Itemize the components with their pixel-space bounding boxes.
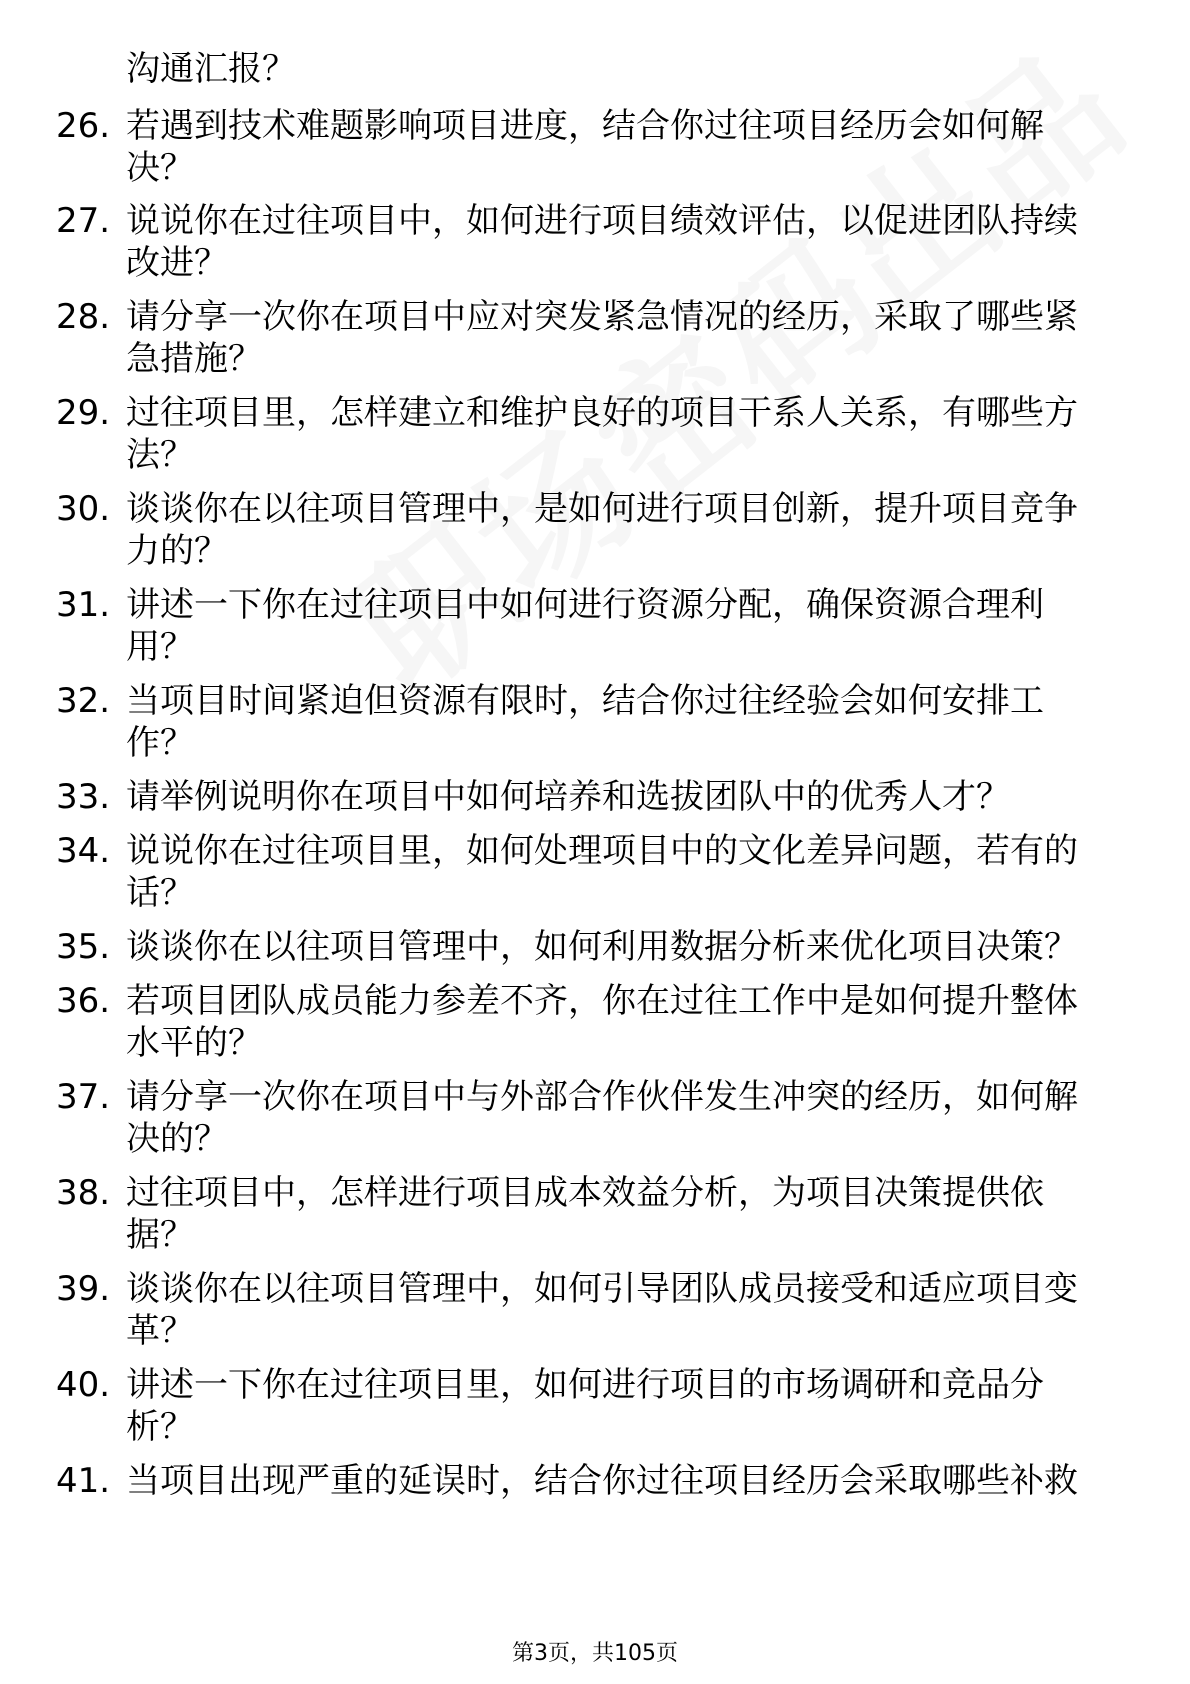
item-text [126,296,1126,380]
item-number: 37. [56,1077,111,1117]
item-text-line: 法？ [126,435,194,475]
item-text [126,200,1126,284]
item-number: 39. [56,1269,111,1309]
item-text-line: 水平的？ [126,1023,262,1063]
item-text [126,488,1126,572]
item-number: 33. [56,777,111,817]
item-text [126,1460,1126,1502]
item-text [126,980,1126,1064]
item-text-line: 革？ [126,1311,194,1351]
item-text-line: 讲述一下你在过往项目中如何进行资源分配，确保资源合理利 [126,585,1044,625]
item-text-line: 请举例说明你在项目中如何培养和选拔团队中的优秀人才？ [126,777,1010,817]
item-text-line: 说说你在过往项目中，如何进行项目绩效评估，以促进团队持续 [126,201,1078,241]
item-text-line: 请分享一次你在项目中应对突发紧急情况的经历，采取了哪些紧 [126,297,1078,337]
item-number: 32. [56,681,111,721]
item-text [126,105,1126,189]
item-number: 30. [56,489,111,529]
item-number: 35. [56,927,111,967]
page-footer: 第3页，共105页 [512,1641,678,1666]
item-text-line: 力的？ [126,531,228,571]
item-text-line: 话？ [126,873,194,913]
item-text-line: 请分享一次你在项目中与外部合作伙伴发生冲突的经历，如何解 [126,1077,1078,1117]
item-text [126,392,1126,476]
item-number: 26. [56,106,111,146]
item-text-line: 说说你在过往项目里，如何处理项目中的文化差异问题，若有的 [126,831,1078,871]
item-number: 29. [56,393,111,433]
item-text-line: 析？ [126,1407,194,1447]
document-page: 沟通汇报？ 26. 若遇到技术难题影响项目进度，结合你过往项目经历会如何解 决？ 27. 说说你在过往项目中，如何进行项目绩效评估，以促进团队持续 改进？ 28. 请分享一次你在项目中应对突发紧急情况的经历，采取了哪些紧 急措施？ 29. 过往项目里，怎样建立和维护良好的项目干系人关系，有哪些方 法？ 30. 谈谈你在以往项目管理中，是如何进行项目创新，提升项目竞争 力的？ 31. 讲述一下你在过往项目中如何进行资源分配，确保资源合理利 用？ 32. 当项目时间紧迫但资源有限时，结合你过往经验会如何安排工 作？ 33. 请举例说明你在项目中如何培养和选拔团队中的优秀人才？ 34. 说说你在过往项目里，如何处理项目中的文化差异问题，若有的 话？ 35. 谈谈你在以往项目管理中，如何利用数据分析来优化项目决策？ 36. 若项目团队成员能力参差不齐，你在过往工作中是如何提升整体 水平的？ 37. 请分享一次你在项目中与外部合作伙伴发生冲突的经历，如何解 决的？ 38. 过往项目中，怎样进行项目成本效益分析，为项目决策提供依 据？ 39. 谈谈你在以往项目管理中，如何引导团队成员接受和适应项目变 革？ 40. 讲述一下你在过往项目里，如何进行项目的市场调研和竞品分 析？ 41. 当项目出现严重的延误时，结合你过往项目经历会采取哪些补救 第3页，共105页 [0,0,1190,1684]
item-number: 40. [56,1365,111,1405]
item-text-line: 过往项目里，怎样建立和维护良好的项目干系人关系，有哪些方 [126,393,1078,433]
item-text [126,1364,1126,1448]
item-text-line: 谈谈你在以往项目管理中，如何引导团队成员接受和适应项目变 [126,1269,1078,1309]
item-text [126,830,1126,914]
item-text-line: 急措施？ [126,339,262,379]
item-text-line: 用？ [126,627,194,667]
item-text-line: 谈谈你在以往项目管理中，是如何进行项目创新，提升项目竞争 [126,489,1078,529]
item-text-line: 讲述一下你在过往项目里，如何进行项目的市场调研和竞品分 [126,1365,1044,1405]
item-text-line: 据？ [126,1215,194,1255]
item-number: 36. [56,981,111,1021]
item-text [126,926,1126,968]
item-text-line: 当项目时间紧迫但资源有限时，结合你过往经验会如何安排工 [126,681,1044,721]
item-text [126,1172,1126,1256]
item-text-line: 作？ [126,723,194,763]
item-number: 28. [56,297,111,337]
item-text-line: 改进？ [126,243,228,283]
item-number: 31. [56,585,111,625]
item-text-line: 若项目团队成员能力参差不齐，你在过往工作中是如何提升整体 [126,981,1078,1021]
item-text [126,1268,1126,1352]
item-number: 34. [56,831,111,871]
item-text-line: 谈谈你在以往项目管理中，如何利用数据分析来优化项目决策？ [126,927,1078,967]
item-text-line: 若遇到技术难题影响项目进度，结合你过往项目经历会如何解 [126,106,1044,146]
item-text-line: 当项目出现严重的延误时，结合你过往项目经历会采取哪些补救 [126,1461,1078,1501]
item-number: 38. [56,1173,111,1213]
item-text-line: 决？ [126,148,194,188]
item-text [126,776,1126,818]
item-number: 41. [56,1461,111,1501]
item-text [126,584,1126,668]
item-text-line: 过往项目中，怎样进行项目成本效益分析，为项目决策提供依 [126,1173,1044,1213]
item-number: 27. [56,201,111,241]
item-text [126,680,1126,764]
item-text-line: 决的？ [126,1119,228,1159]
item-text [126,1076,1126,1160]
